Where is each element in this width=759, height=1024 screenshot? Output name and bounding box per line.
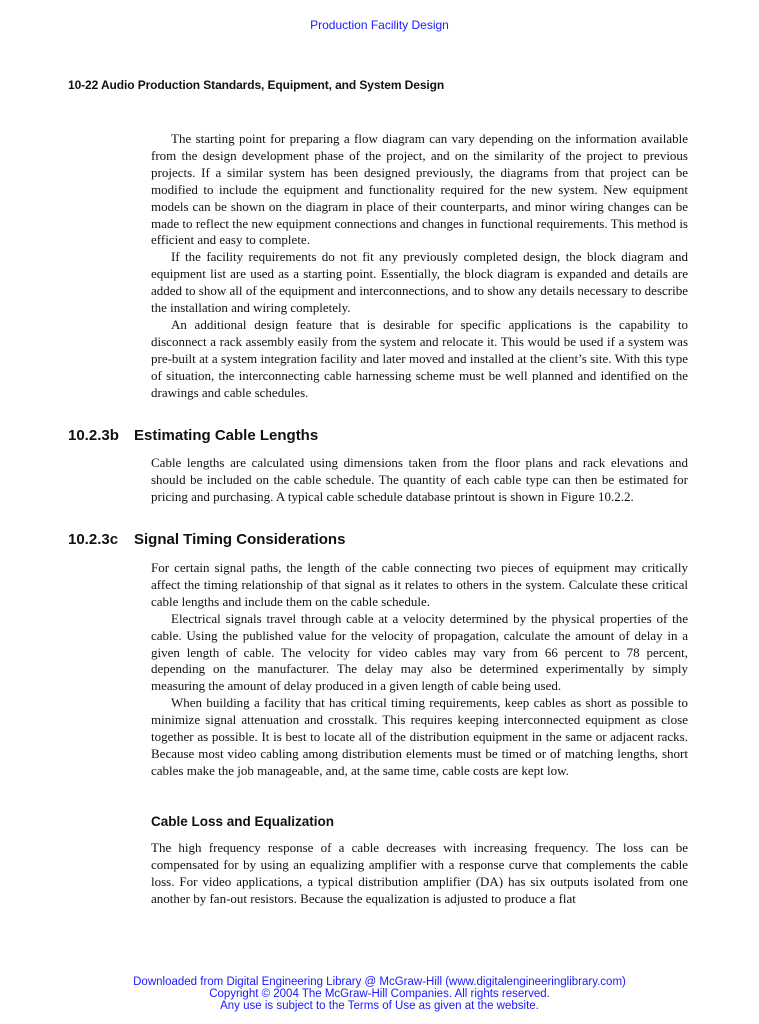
section-b-text: [151, 455, 688, 506]
paragraph: For certain signal paths, the length of the cable connecting two pieces of equipment may critically affect the timing relationship of that signal as it relates to others in the system. Calculate these critical cable lengths and include them on the cable schedule.: [151, 560, 688, 609]
subsection-text: [151, 840, 688, 908]
paragraph: Electrical signals travel through cable at a velocity determined by the physical properties of the cable. Using the published value for the velocity of propagation, calculate the amount of delay in a given length of cable. The velocity for video cables may vary from 66 percent to 78 percent, depending on the manufacturer. The delay may also be determined experimentally by simply measuring the amount of delay produced in a given length of cable being used.: [151, 610, 688, 694]
paragraph: Cable lengths are calculated using dimensions taken from the floor plans and rack elevations and should be included on the cable schedule. The quantity of each cable type can then be estimated for pricing and purchasing. A typical cable schedule database printout is shown in Figure 10.2.2.: [151, 455, 688, 504]
subsection-heading: Cable Loss and Equalization: [151, 814, 335, 829]
section-number: 10.2.3b: [68, 427, 119, 444]
section-title: Estimating Cable Lengths: [134, 427, 319, 444]
section-title: Signal Timing Considerations: [134, 531, 346, 548]
paragraph: The high frequency response of a cable decreases with increasing frequency. The loss can be compensated for by using an equalizing amplifier with a response curve that complements the cable loss. For video applications, a typical distribution amplifier (DA) has six outputs isolated from one another by fan-out resistors. Because the equalization is adjusted to produce a flat: [151, 840, 688, 906]
page-footer: [0, 976, 759, 1012]
page-header-title: Production Facility Design: [310, 18, 449, 32]
paragraph: An additional design feature that is desirable for specific applications is the capability to disconnect a rack assembly easily from the system and relocate it. This would be used if a system was pre-built at a system integration facility and later moved and installed at the client’s site. With this type of situation, the interconnecting cable harnessing scheme must be well planned and identified on the drawings and cable schedules.: [151, 316, 688, 400]
footer-terms-link[interactable]: Any use is subject to the Terms of Use as given at the website.: [220, 1000, 539, 1012]
section-heading-signal-timing: [68, 531, 345, 548]
footer-link[interactable]: Downloaded from Digital Engineering Library @ McGraw-Hill (www.digitalengineeringlibrary.com): [133, 976, 626, 988]
paragraph: The starting point for preparing a flow diagram can vary depending on the information available from the design development phase of the project, and on the similarity of the project to previous projects. If a similar system has been designed previously, the diagrams from that project can be modified to include the equipment and functionality required for the new system. New equipment models can be shown on the diagram in place of their counterparts, and minor wiring changes can be made to reflect the new equipment connections and changes in functional requirements. This method is efficient and easy to complete.: [151, 131, 688, 248]
paragraph: When building a facility that has critical timing requirements, keep cables as short as possible to minimize signal attenuation and crosstalk. This requires keeping interconnected equipment as close together as possible. It is best to locate all of the distribution equipment in the same or adjacent racks. Because most video cabling among distribution elements must be timed or of matching lengths, short cables make the job manageable, and, at the same time, cable costs are kept low.: [151, 695, 688, 778]
section-c-text: [151, 560, 688, 780]
footer-copyright: Copyright © 2004 The McGraw-Hill Companies. All rights reserved.: [209, 988, 550, 1000]
intro-text: [151, 131, 688, 402]
running-head: 10-22 Audio Production Standards, Equipment, and System Design: [68, 78, 445, 92]
section-number: 10.2.3c: [68, 531, 119, 548]
section-heading-cable-lengths: [68, 427, 318, 444]
paragraph: If the facility requirements do not fit any previously completed design, the block diagram and equipment list are used as a starting point. Essentially, the block diagram is expanded and details are added to show all of the equipment and interconnections, and to show any details necessary to describe the installation and wiring completely.: [151, 249, 688, 316]
